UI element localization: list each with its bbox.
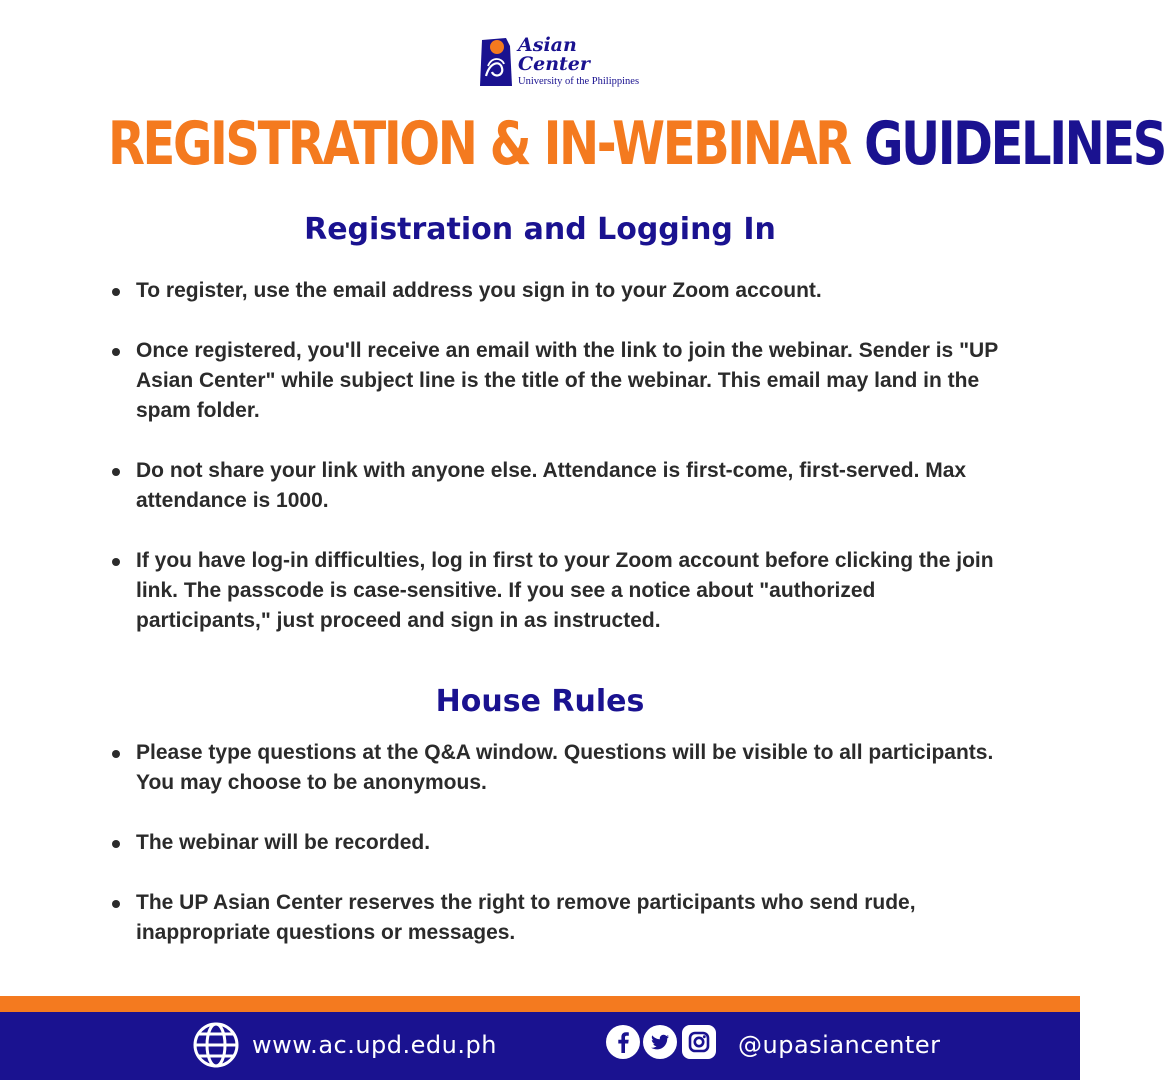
footer-bar	[0, 1012, 1080, 1080]
social-handle[interactable]: @upasiancenter	[738, 1031, 941, 1059]
registration-heading: Registration and Logging In	[304, 212, 776, 247]
title-part-guidelines: GUIDELINES	[864, 109, 1165, 179]
logo-name: Asian Center	[518, 34, 590, 76]
list-item: If you have log-in difficulties, log in first to your Zoom account before clicking the join link. The passcode is case-sensitive. If you see a notice about "authorized participants," just proceed and sign in as instructed.	[108, 546, 998, 636]
page-title	[108, 108, 1165, 180]
twitter-icon[interactable]	[643, 1025, 677, 1059]
list-item: Once registered, you'll receive an email with the link to join the webinar. Sender is "UP Asian Center" while subject line is the title of the webinar. This email may land in the spam folder.	[108, 336, 998, 426]
asian-center-emblem-icon	[476, 36, 516, 88]
logo-subtitle: University of the Philippines	[518, 76, 640, 88]
list-item: The webinar will be recorded.	[108, 828, 998, 858]
instagram-icon[interactable]	[682, 1025, 716, 1059]
list-item: The UP Asian Center reserves the right to remove participants who send rude, inappropriate questions or messages.	[108, 888, 998, 948]
list-item: To register, use the email address you sign in to your Zoom account.	[108, 276, 998, 306]
list-item: Please type questions at the Q&A window. Questions will be visible to all participants. You may choose to be anonymous.	[108, 738, 998, 798]
website-link[interactable]: www.ac.upd.edu.ph	[252, 1031, 497, 1059]
house-rules-heading: House Rules	[435, 684, 645, 719]
list-item: Do not share your link with anyone else. Attendance is first-come, first-served. Max attendance is 1000.	[108, 456, 998, 516]
footer-stripe	[0, 996, 1080, 1012]
facebook-icon[interactable]	[606, 1025, 640, 1059]
house-rules-list	[108, 738, 998, 948]
registration-list	[108, 276, 998, 636]
title-part-registration: REGISTRATION & IN-WEBINAR	[108, 109, 850, 179]
globe-icon	[192, 1021, 240, 1069]
asian-center-logo	[476, 36, 646, 88]
